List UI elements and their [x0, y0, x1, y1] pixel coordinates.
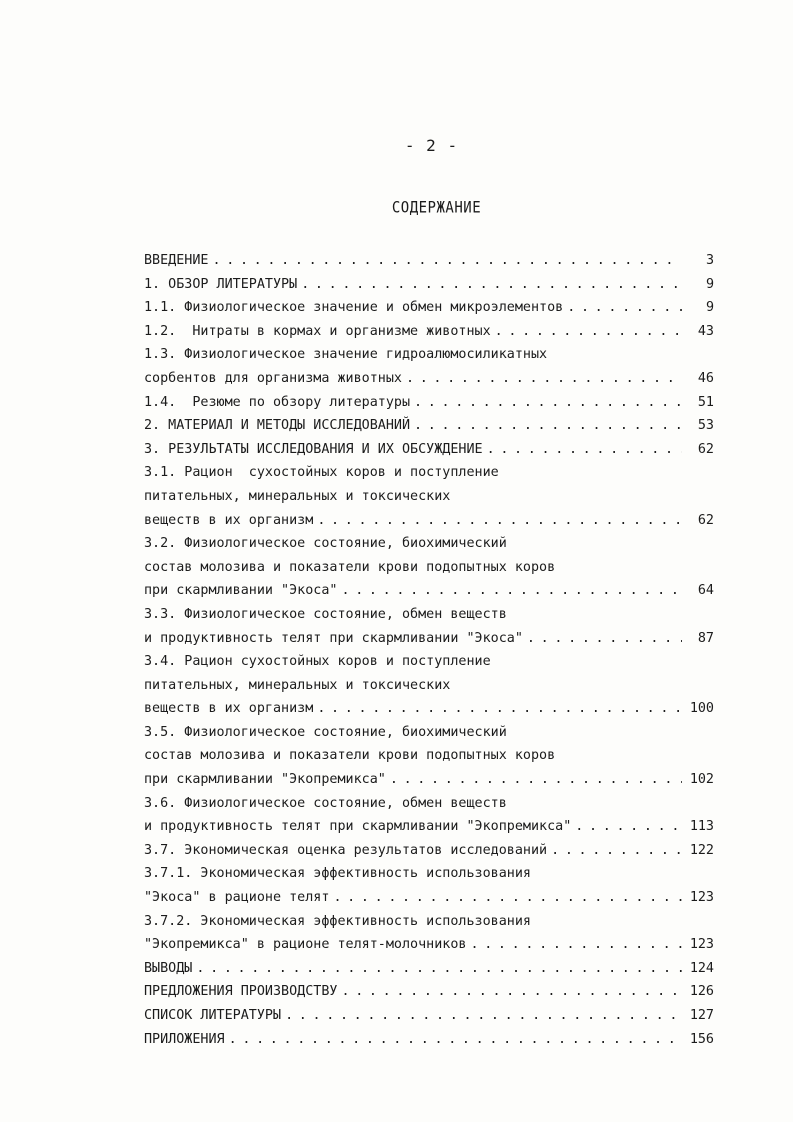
toc-entry: [144, 721, 714, 745]
toc-entry: [144, 438, 714, 462]
toc-entry-text: 3.3. Физиологическое состояние, обмен веществ: [144, 606, 507, 622]
toc-leader-dots: [487, 438, 682, 462]
toc-entry-page: 9: [705, 276, 714, 292]
toc-entry-text: 1.4. Резюме по обзору литературы: [144, 394, 411, 410]
toc-entry-page: 51: [697, 394, 714, 410]
toc-entry-text: 1.2. Нитраты в кормах и организме животных: [144, 323, 491, 339]
toc-entry: [144, 249, 714, 273]
toc-entry-page: 123: [689, 937, 714, 953]
toc-entry-text: и продуктивность телят при скармливании "Экопремикса": [144, 819, 572, 835]
toc-entry-page: 156: [689, 1031, 714, 1047]
toc-entry-text: 3.7.2. Экономическая эффективность использования: [144, 913, 531, 929]
toc-entry: [144, 461, 714, 485]
toc-entry-text: 3.6. Физиологическое состояние, обмен веществ: [144, 795, 507, 811]
toc-entry: [144, 980, 714, 1004]
toc-leader-dots: [317, 509, 682, 533]
toc-entry-page: 53: [697, 418, 714, 434]
toc-entry: [144, 744, 714, 768]
toc-entry-text: состав молозива и показатели крови подопытных коров: [144, 559, 556, 575]
toc-entry-page: 113: [689, 819, 714, 835]
toc-entry-page: 122: [689, 842, 714, 858]
toc-entry-page: 124: [689, 960, 714, 976]
toc-entry: [144, 391, 714, 415]
toc-entry: [144, 1004, 714, 1028]
toc-leader-dots: [575, 815, 682, 839]
toc-entry-text: 1.1. Физиологическое значение и обмен микроэлементов: [144, 300, 564, 316]
toc-entry: [144, 367, 714, 391]
toc-entry: [144, 603, 714, 627]
toc-entry-page: 9: [705, 300, 714, 316]
toc-entry-text: веществ в их организм: [144, 701, 314, 717]
toc-leader-dots: [333, 886, 682, 910]
toc-entry-text: при скармливании "Экопремикса": [144, 772, 386, 788]
toc-entry-text: 2. МАТЕРИАЛ И МЕТОДЫ ИССЛЕДОВАНИЙ: [144, 418, 411, 434]
toc-entry-text: состав молозива и показатели крови подопытных коров: [144, 748, 556, 764]
toc-entry: [144, 296, 714, 320]
toc-leader-dots: [285, 1004, 682, 1028]
toc-entry-text: ВЫВОДЫ: [144, 960, 193, 976]
toc-entry-text: 1.3. Физиологическое значение гидроалюмосиликатных: [144, 347, 548, 363]
toc-leader-dots: [341, 980, 682, 1004]
toc-entry: [144, 839, 714, 863]
toc-entry-text: 1. ОБЗОР ЛИТЕРАТУРЫ: [144, 276, 298, 292]
toc-leader-dots: [470, 933, 682, 957]
toc-entry-text: при скармливании "Экоса": [144, 583, 338, 599]
table-of-contents: [144, 249, 714, 1051]
toc-entry: [144, 674, 714, 698]
toc-entry: [144, 273, 714, 297]
toc-entry-text: питательных, минеральных и токсических: [144, 677, 451, 693]
toc-entry-page: 43: [697, 323, 714, 339]
page-number: - 2 -: [404, 136, 459, 155]
toc-entry-page: 46: [697, 370, 714, 386]
toc-entry-page: 126: [689, 984, 714, 1000]
toc-entry: [144, 933, 714, 957]
toc-entry-text: ПРЕДЛОЖЕНИЯ ПРОИЗВОДСТВУ: [144, 984, 338, 1000]
toc-entry: [144, 627, 714, 651]
toc-entry: [144, 862, 714, 886]
toc-entry-page: 62: [697, 512, 714, 528]
toc-entry: [144, 792, 714, 816]
toc-entry-page: 87: [697, 630, 714, 646]
toc-entry: [144, 343, 714, 367]
toc-entry-text: 3.7. Экономическая оценка результатов исследований: [144, 842, 548, 858]
toc-entry-text: 3.5. Физиологическое состояние, биохимический: [144, 724, 507, 740]
toc-entry-page: 64: [697, 583, 714, 599]
toc-entry-page: 127: [689, 1008, 714, 1023]
toc-leader-dots: [301, 273, 682, 297]
toc-entry-text: СПИСОК ЛИТЕРАТУРЫ: [144, 1008, 282, 1023]
toc-entry-text: питательных, минеральных и токсических: [144, 488, 451, 504]
toc-entry: [144, 414, 714, 438]
toc-leader-dots: [196, 957, 682, 981]
toc-leader-dots: [341, 579, 682, 603]
toc-entry-text: 3.1. Рацион сухостойных коров и поступление: [144, 465, 499, 481]
toc-entry: [144, 532, 714, 556]
toc-entry: [144, 768, 714, 792]
toc-entry-text: веществ в их организм: [144, 512, 314, 528]
toc-leader-dots: [567, 296, 682, 320]
toc-title: СОДЕРЖАНИЕ: [391, 198, 482, 218]
toc-entry-text: 3. РЕЗУЛЬТАТЫ ИССЛЕДОВАНИЯ И ИХ ОБСУЖДЕНИЕ: [144, 441, 483, 457]
toc-entry: [144, 556, 714, 580]
toc-entry-text: ПРИЛОЖЕНИЯ: [144, 1031, 225, 1047]
toc-entry-text: 3.7.1. Экономическая эффективность использования: [144, 866, 531, 882]
toc-entry-page: 123: [689, 890, 714, 906]
toc-entry-page: 62: [697, 441, 714, 457]
toc-entry-page: 3: [705, 253, 714, 268]
toc-entry: [144, 957, 714, 981]
toc-leader-dots: [213, 249, 683, 273]
toc-leader-dots: [527, 627, 682, 651]
toc-entry-text: ВВЕДЕНИЕ: [144, 253, 209, 268]
toc-leader-dots: [229, 1028, 682, 1052]
toc-leader-dots: [406, 367, 682, 391]
toc-entry: [144, 485, 714, 509]
toc-entry-page: 102: [689, 772, 714, 788]
toc-entry: [144, 650, 714, 674]
toc-entry: [144, 815, 714, 839]
toc-entry: [144, 579, 714, 603]
toc-leader-dots: [414, 391, 682, 415]
toc-entry-text: 3.4. Рацион сухостойных коров и поступление: [144, 654, 491, 670]
toc-entry-page: 100: [689, 701, 714, 717]
toc-entry-text: сорбентов для организма животных: [144, 370, 402, 386]
toc-leader-dots: [495, 320, 682, 344]
toc-leader-dots: [551, 839, 682, 863]
toc-entry: [144, 509, 714, 533]
toc-entry-text: "Экопремикса" в рационе телят-молочников: [144, 937, 467, 953]
toc-leader-dots: [390, 768, 682, 792]
toc-entry: [144, 320, 714, 344]
toc-entry: [144, 697, 714, 721]
toc-leader-dots: [414, 414, 682, 438]
toc-leader-dots: [317, 697, 682, 721]
toc-entry-text: "Экоса" в рационе телят: [144, 890, 330, 906]
toc-entry: [144, 886, 714, 910]
toc-entry-text: и продуктивность телят при скармливании "Экоса": [144, 630, 523, 646]
toc-entry: [144, 910, 714, 934]
toc-entry-text: 3.2. Физиологическое состояние, биохимический: [144, 536, 507, 552]
toc-entry: [144, 1028, 714, 1052]
